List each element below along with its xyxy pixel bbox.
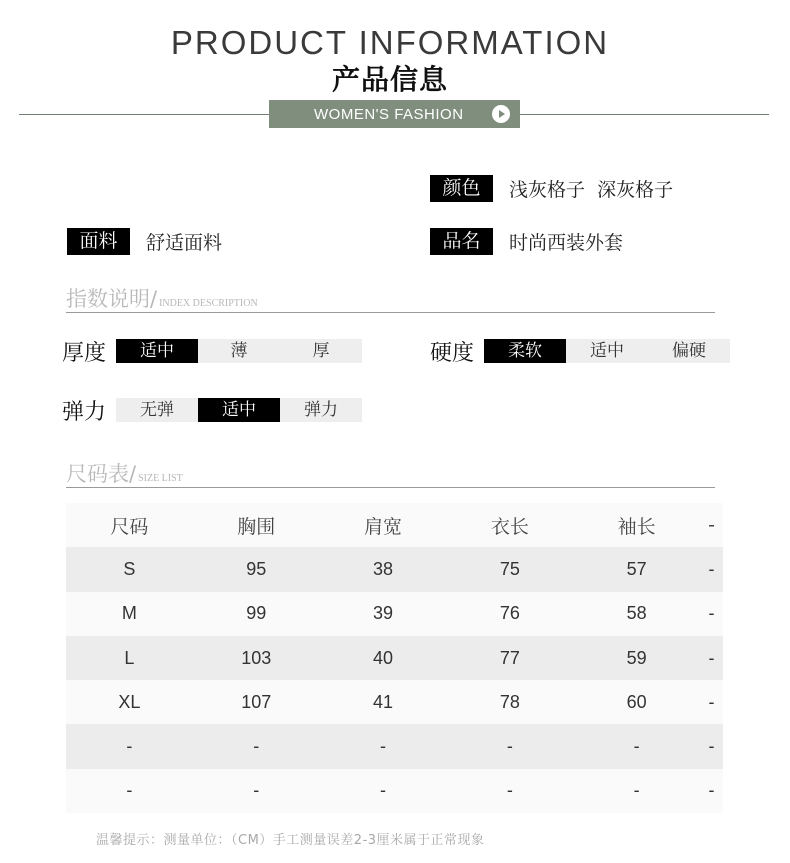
attr-name bbox=[430, 228, 623, 255]
size-cell: 57 bbox=[626, 558, 647, 579]
table-row bbox=[66, 592, 723, 636]
meter-elasticity-label: 弹力 bbox=[62, 399, 107, 425]
table-row bbox=[66, 680, 723, 724]
size-header-cell: 袖长 bbox=[617, 515, 656, 538]
thickness-option: 适中 bbox=[116, 339, 198, 363]
size-cell: 58 bbox=[626, 603, 647, 624]
hardness-option: 柔软 bbox=[484, 339, 566, 363]
meter-elasticity bbox=[62, 397, 362, 423]
size-cell: - bbox=[708, 603, 715, 624]
size-cell: 95 bbox=[246, 558, 267, 579]
index-section-subtitle: INDEX DESCRIPTION bbox=[159, 298, 258, 309]
size-cell: L bbox=[124, 647, 135, 668]
size-cell: 76 bbox=[499, 603, 520, 624]
size-cell: M bbox=[121, 603, 137, 624]
table-row bbox=[66, 547, 723, 591]
size-cell: 38 bbox=[373, 558, 394, 579]
size-cell: - bbox=[633, 780, 640, 801]
size-header-cell: 衣长 bbox=[490, 515, 529, 538]
play-arrow-icon bbox=[492, 105, 510, 123]
elasticity-option: 无弹 bbox=[140, 400, 174, 420]
size-cell: 59 bbox=[626, 647, 647, 668]
attr-name-label: 品名 bbox=[430, 228, 493, 255]
attr-fabric-value: 舒适面料 bbox=[146, 232, 223, 254]
attr-color bbox=[430, 175, 673, 202]
table-row bbox=[66, 724, 723, 768]
size-cell: S bbox=[123, 558, 136, 579]
attr-color-label: 颜色 bbox=[430, 175, 493, 202]
size-table-header bbox=[66, 503, 723, 547]
meter-hardness-label: 硬度 bbox=[430, 340, 475, 366]
meter-hardness bbox=[430, 338, 730, 364]
page-title-en: PRODUCT INFORMATION bbox=[170, 24, 610, 61]
meter-hardness-options bbox=[484, 339, 730, 363]
size-header-cell: 胸围 bbox=[237, 515, 276, 538]
size-table bbox=[66, 503, 723, 813]
attr-color-value: 浅灰格子 深灰格子 bbox=[509, 179, 674, 201]
elasticity-option: 弹力 bbox=[304, 400, 338, 420]
size-header-cell: 尺码 bbox=[110, 515, 149, 538]
size-cell: - bbox=[633, 736, 640, 757]
measurement-note: 温馨提示：测量单位：（CM）手工测量误差2-3厘米属于正常现象 bbox=[96, 833, 485, 848]
size-cell: - bbox=[506, 736, 513, 757]
size-cell: - bbox=[380, 736, 387, 757]
size-header-cell: 肩宽 bbox=[364, 515, 403, 538]
size-header-cell: - bbox=[708, 514, 715, 537]
size-cell: 39 bbox=[373, 603, 394, 624]
womens-fashion-badge[interactable] bbox=[269, 100, 520, 128]
size-cell: - bbox=[380, 780, 387, 801]
page-title-cn: 产品信息 bbox=[331, 63, 448, 96]
size-cell: 99 bbox=[246, 603, 267, 624]
hardness-option: 适中 bbox=[590, 341, 624, 361]
size-cell: - bbox=[708, 558, 715, 579]
size-cell: 78 bbox=[499, 691, 520, 712]
size-cell: - bbox=[126, 780, 133, 801]
size-section-subtitle: SIZE LIST bbox=[138, 473, 183, 484]
size-cell: - bbox=[126, 736, 133, 757]
table-row bbox=[66, 769, 723, 813]
hardness-option: 偏硬 bbox=[672, 341, 706, 361]
size-cell: - bbox=[708, 736, 715, 757]
index-section-heading bbox=[66, 283, 715, 313]
size-cell: - bbox=[708, 647, 715, 668]
size-cell: - bbox=[506, 780, 513, 801]
size-cell: - bbox=[708, 691, 715, 712]
attr-fabric bbox=[67, 228, 222, 255]
table-row bbox=[66, 636, 723, 680]
meter-thickness-label: 厚度 bbox=[62, 340, 107, 366]
size-cell: 40 bbox=[373, 647, 394, 668]
size-cell: 75 bbox=[499, 558, 520, 579]
size-cell: 41 bbox=[373, 691, 394, 712]
thickness-option: 薄 bbox=[230, 341, 248, 361]
meter-thickness-options bbox=[116, 339, 362, 363]
index-section-title: 指数说明/ bbox=[66, 287, 158, 311]
attr-name-value: 时尚西装外套 bbox=[509, 232, 624, 254]
badge-label: WOMEN'S FASHION bbox=[314, 105, 464, 123]
size-section-heading bbox=[66, 458, 715, 488]
meter-elasticity-options bbox=[116, 398, 362, 422]
thickness-option: 厚 bbox=[312, 341, 330, 361]
size-cell: - bbox=[253, 736, 260, 757]
size-cell: 60 bbox=[626, 691, 647, 712]
size-cell: - bbox=[253, 780, 260, 801]
size-section-title: 尺码表/ bbox=[66, 462, 137, 486]
meter-thickness bbox=[62, 338, 362, 364]
size-cell: 103 bbox=[241, 647, 272, 668]
size-cell: 77 bbox=[499, 647, 520, 668]
elasticity-option: 适中 bbox=[198, 398, 280, 422]
size-cell: 107 bbox=[241, 691, 272, 712]
size-cell: - bbox=[708, 780, 715, 801]
size-cell: XL bbox=[118, 691, 141, 712]
attr-fabric-label: 面料 bbox=[67, 228, 130, 255]
